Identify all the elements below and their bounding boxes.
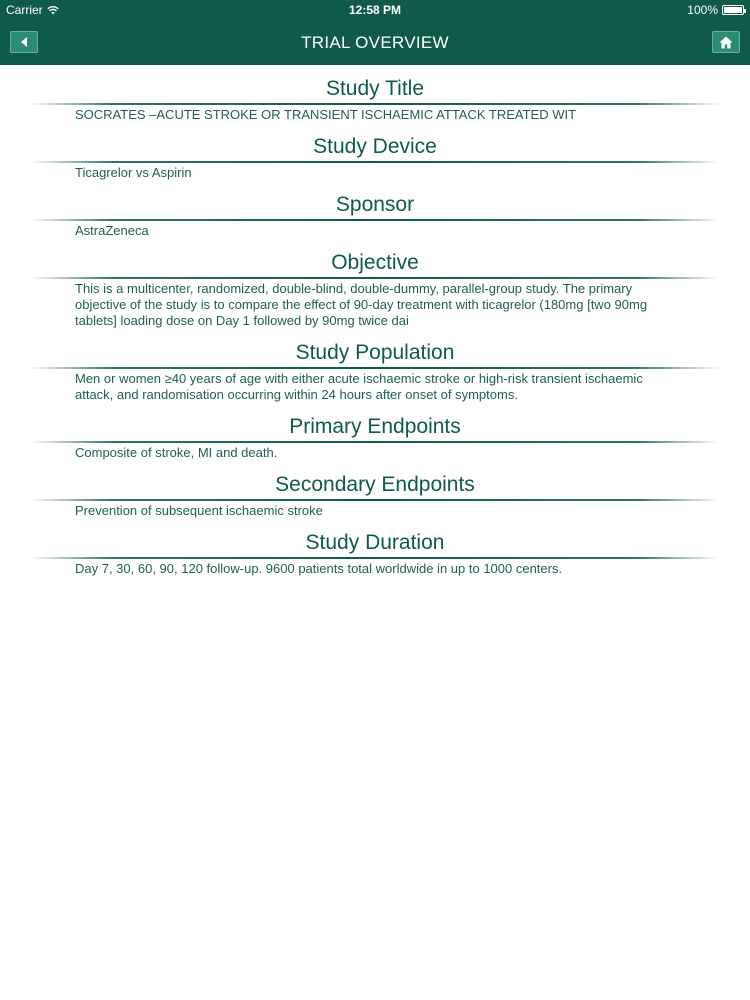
section-text: Prevention of subsequent ischaemic stroke bbox=[75, 503, 323, 518]
section-study-device bbox=[0, 133, 750, 181]
section-text: Day 7, 30, 60, 90, 120 follow-up. 9600 patients total worldwide in up to 1000 centers. bbox=[75, 561, 563, 576]
section-study-title bbox=[0, 75, 750, 123]
battery-indicator bbox=[687, 3, 744, 17]
section-text: SOCRATES –ACUTE STROKE OR TRANSIENT ISCHAEMIC ATTACK TREATED WIT bbox=[75, 107, 577, 122]
section-heading: Sponsor bbox=[335, 193, 415, 216]
section-study-population bbox=[0, 339, 750, 403]
section-heading: Primary Endpoints bbox=[289, 415, 461, 438]
section-sponsor bbox=[0, 191, 750, 239]
section-text: AstraZeneca bbox=[75, 223, 149, 238]
section-heading: Secondary Endpoints bbox=[275, 473, 475, 496]
section-text: This is a multicenter, randomized, double-blind, double-dummy, parallel-group study. The primary objective of the study is to compare the effect of 90-day treatment with ticagrelor (180mg [two 90mg tablets] loading dose on Day 1 followed by 90mg twice dai bbox=[75, 281, 648, 328]
clock: 12:58 PM bbox=[348, 3, 402, 17]
home-icon bbox=[719, 36, 733, 49]
section-text: Ticagrelor vs Aspirin bbox=[75, 165, 192, 180]
section-text: Composite of stroke, MI and death. bbox=[75, 445, 278, 460]
battery-percent: 100% bbox=[687, 3, 718, 17]
nav-bar bbox=[0, 20, 750, 65]
status-bar bbox=[0, 0, 750, 20]
section-heading: Study Device bbox=[313, 135, 437, 158]
home-button[interactable] bbox=[712, 31, 740, 53]
section-secondary-endpoints bbox=[0, 471, 750, 519]
trial-overview-content bbox=[0, 65, 750, 577]
battery-icon bbox=[722, 5, 744, 15]
carrier-label: Carrier bbox=[6, 3, 43, 17]
section-heading: Study Title bbox=[325, 77, 425, 100]
section-text: Men or women ≥40 years of age with either acute ischaemic stroke or high-risk transient ischaemic attack, and randomisation occurring within 24 hours after onset of symptoms. bbox=[75, 371, 643, 402]
section-heading: Objective bbox=[331, 251, 419, 274]
section-heading: Study Duration bbox=[305, 531, 445, 554]
section-objective bbox=[0, 249, 750, 329]
section-study-duration bbox=[0, 529, 750, 577]
page-title: TRIAL OVERVIEW bbox=[301, 33, 449, 52]
section-heading: Study Population bbox=[295, 341, 455, 364]
section-primary-endpoints bbox=[0, 413, 750, 461]
